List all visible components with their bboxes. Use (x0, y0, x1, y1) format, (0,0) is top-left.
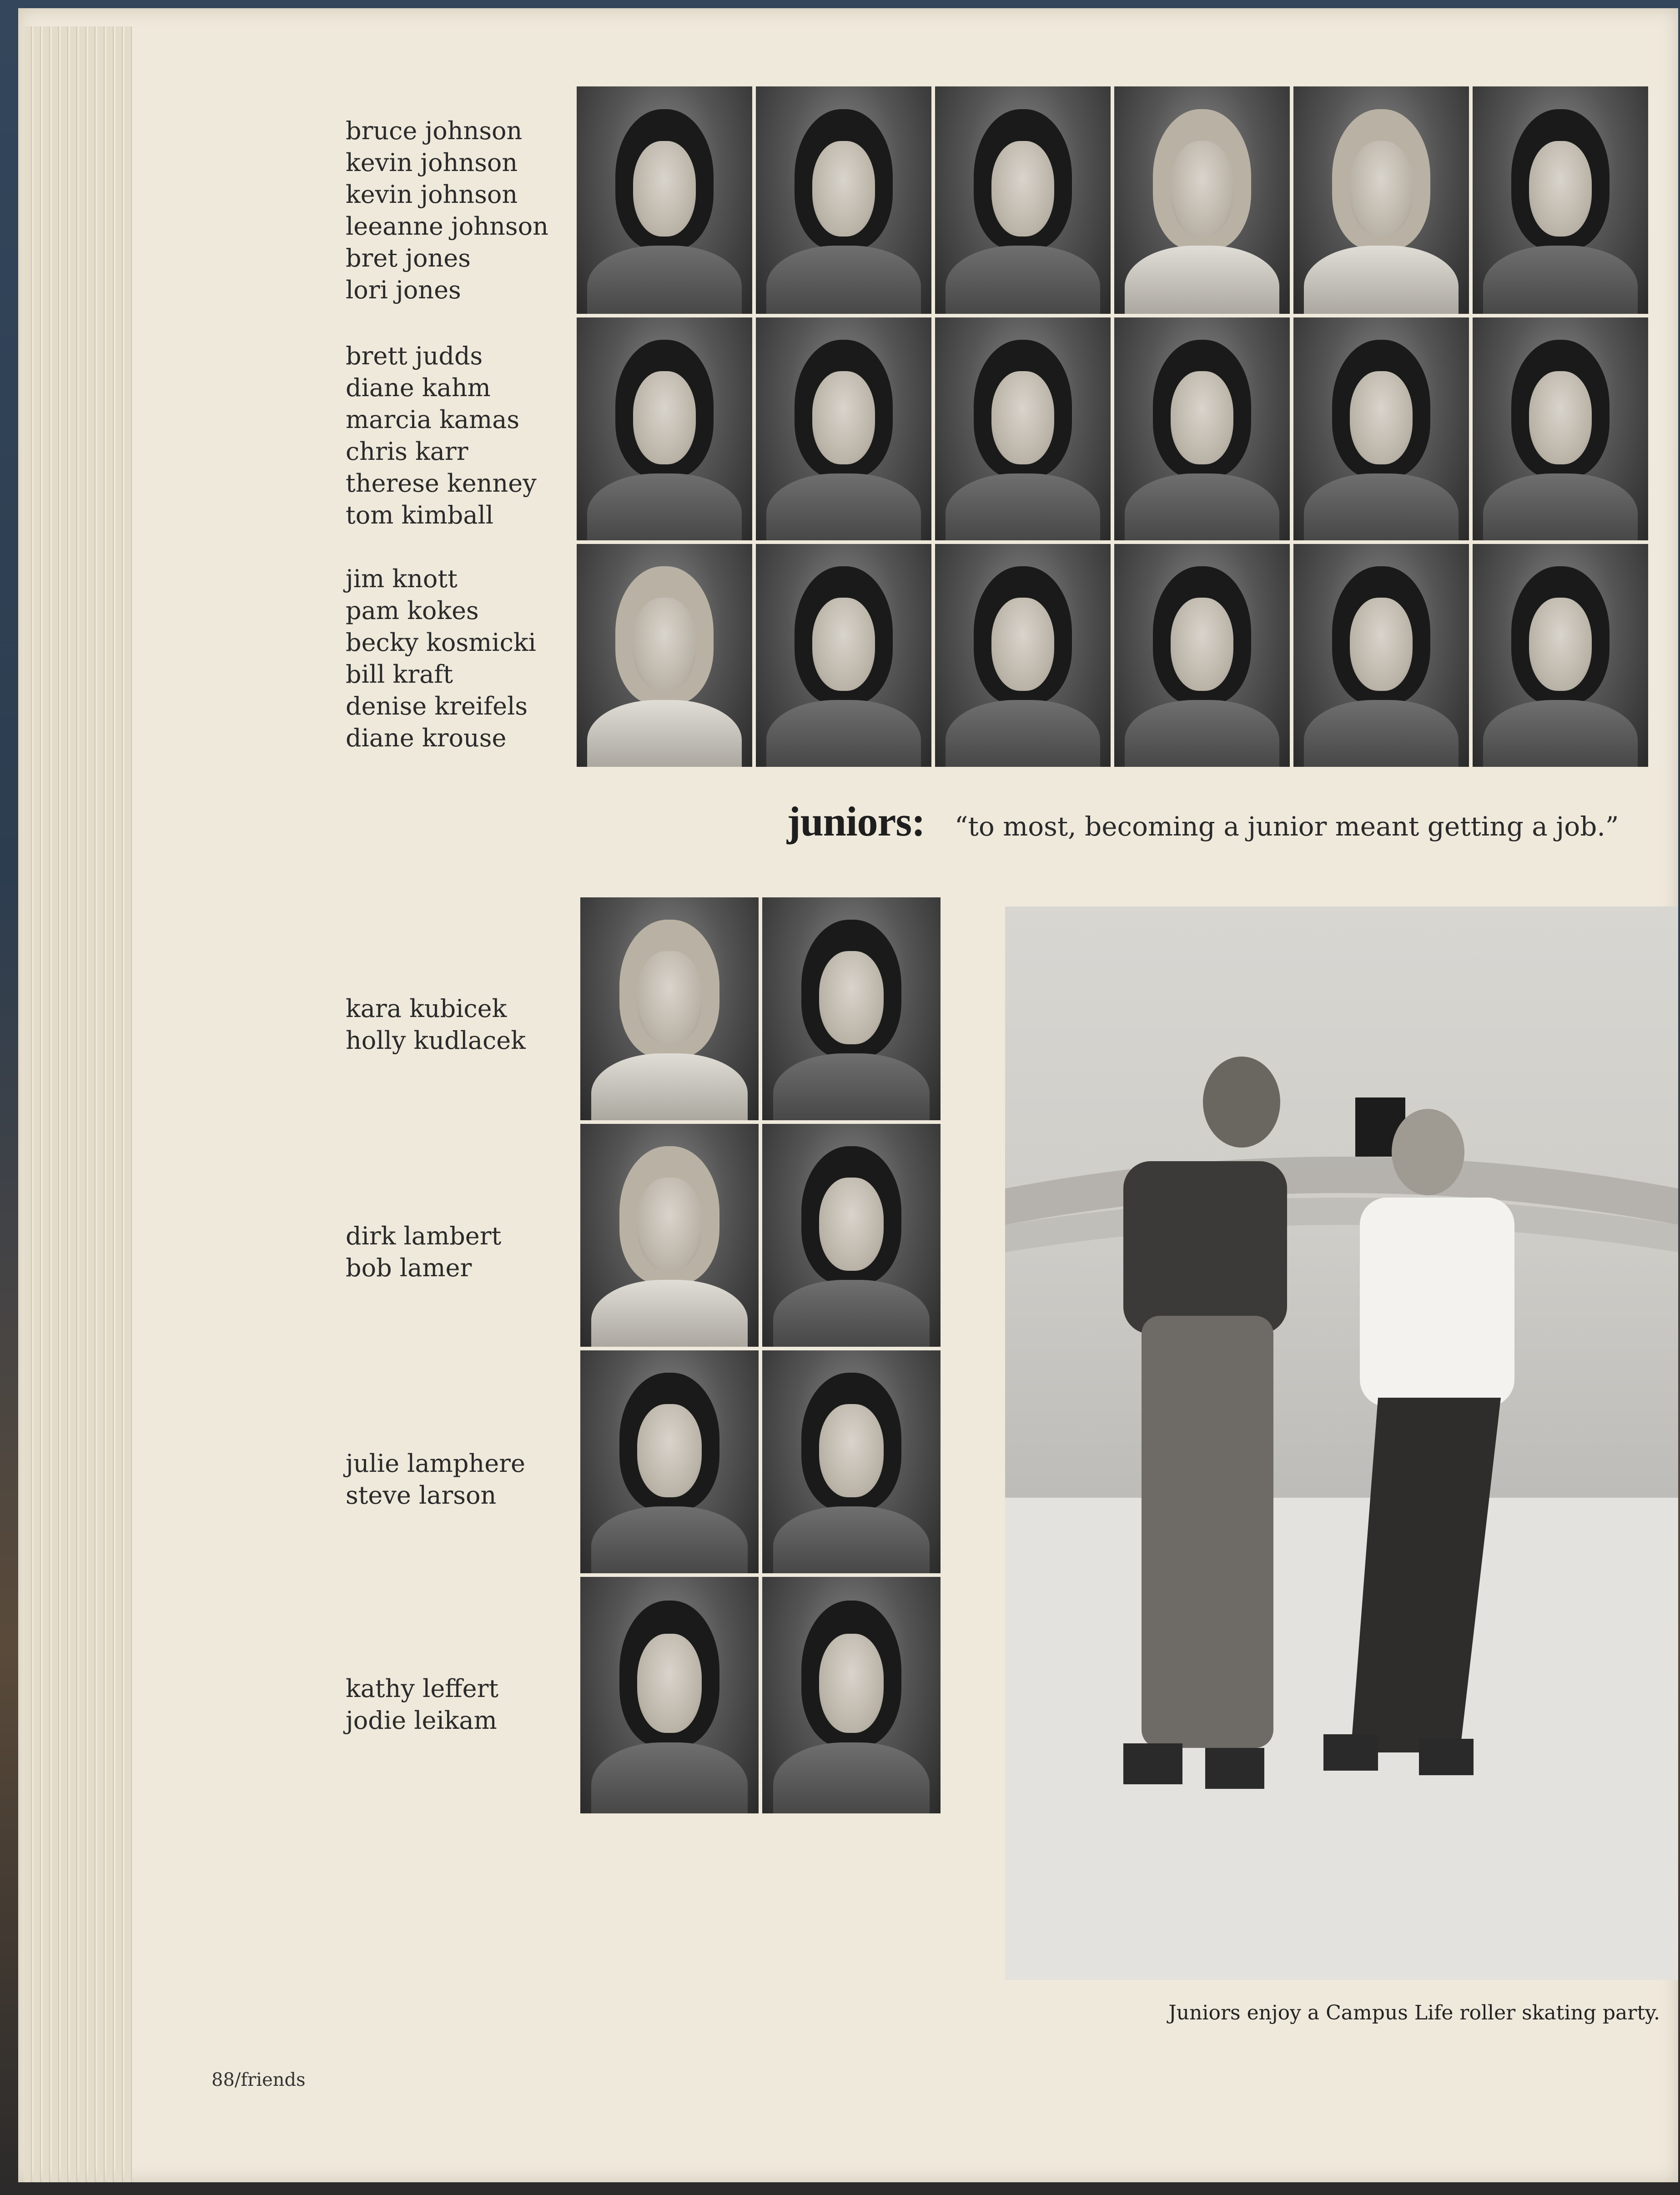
student-name: bill kraft (346, 660, 453, 689)
student-portrait (580, 1577, 759, 1813)
student-portrait (756, 317, 931, 540)
student-portrait (762, 897, 941, 1120)
student-portrait (577, 86, 752, 314)
student-name: kevin johnson (346, 148, 518, 177)
student-portrait (935, 86, 1111, 314)
student-name: bob lamer (346, 1254, 472, 1282)
student-portrait (577, 544, 752, 767)
roller-skating-photo (1005, 906, 1678, 1980)
name-list-pair-4 (346, 1673, 498, 1737)
student-portrait (580, 1350, 759, 1573)
page-edge (61, 26, 68, 2182)
student-name: bruce johnson (346, 116, 523, 145)
page-edge (88, 26, 96, 2182)
student-name: kathy leffert (346, 1674, 499, 1703)
student-name: therese kenney (346, 469, 537, 498)
student-portrait (1473, 317, 1648, 540)
page-edge (106, 26, 114, 2182)
page-edge (52, 26, 59, 2182)
student-name: jim knott (346, 564, 458, 593)
page-edge (34, 26, 41, 2182)
page-edge (125, 26, 132, 2182)
student-name: pam kokes (346, 596, 479, 625)
page-edge (43, 26, 50, 2182)
student-portrait (580, 897, 759, 1120)
page-edge (25, 26, 32, 2182)
student-portrait (1473, 86, 1648, 314)
student-portrait (1293, 544, 1469, 767)
student-name: jodie leikam (346, 1706, 497, 1735)
section-header (787, 797, 1619, 846)
student-name: becky kosmicki (346, 628, 536, 657)
student-name: kara kubicek (346, 994, 507, 1023)
student-name: diane kahm (346, 373, 491, 402)
student-portrait (1114, 544, 1290, 767)
student-name: steve larson (346, 1481, 497, 1510)
student-portrait (762, 1577, 941, 1813)
page-edge (97, 26, 105, 2182)
student-name: tom kimball (346, 501, 494, 529)
student-portrait (577, 317, 752, 540)
student-name: leeanne johnson (346, 212, 548, 241)
skating-scene (1005, 906, 1678, 1980)
student-name: bret jones (346, 244, 471, 272)
student-portrait (1293, 317, 1469, 540)
page-edge (79, 26, 86, 2182)
photo-caption: Juniors enjoy a Campus Life roller skating party. (1168, 2001, 1660, 2024)
section-quote: “to most, becoming a junior meant getting a job.” (954, 811, 1619, 842)
student-portrait (935, 544, 1111, 767)
name-list-pair-2 (346, 1220, 501, 1284)
student-name: chris karr (346, 437, 468, 466)
student-portrait (762, 1124, 941, 1347)
student-portrait (1293, 86, 1469, 314)
student-name: julie lamphere (346, 1449, 525, 1478)
student-name: dirk lambert (346, 1222, 502, 1250)
student-name: brett judds (346, 342, 483, 370)
yearbook-page (18, 8, 1678, 2182)
page-edge (70, 26, 77, 2182)
student-name: denise kreifels (346, 692, 528, 720)
student-name: kevin johnson (346, 180, 518, 209)
student-portrait (935, 317, 1111, 540)
student-name: lori jones (346, 276, 461, 304)
student-portrait (1473, 544, 1648, 767)
name-list-row-3 (346, 563, 536, 754)
student-portrait (580, 1124, 759, 1347)
student-portrait (762, 1350, 941, 1573)
section-title: juniors: (787, 798, 925, 845)
name-list-pair-3 (346, 1448, 525, 1511)
student-portrait (1114, 86, 1290, 314)
student-portrait (1114, 317, 1290, 540)
student-name: marcia kamas (346, 405, 520, 434)
name-list-pair-1 (346, 993, 526, 1057)
name-list-row-1 (346, 115, 548, 306)
page-number: 88/friends (211, 2069, 306, 2090)
name-list-row-2 (346, 340, 537, 531)
student-portrait (756, 86, 931, 314)
student-name: diane krouse (346, 724, 507, 752)
student-portrait (756, 544, 931, 767)
page-edge (116, 26, 123, 2182)
student-name: holly kudlacek (346, 1026, 526, 1055)
